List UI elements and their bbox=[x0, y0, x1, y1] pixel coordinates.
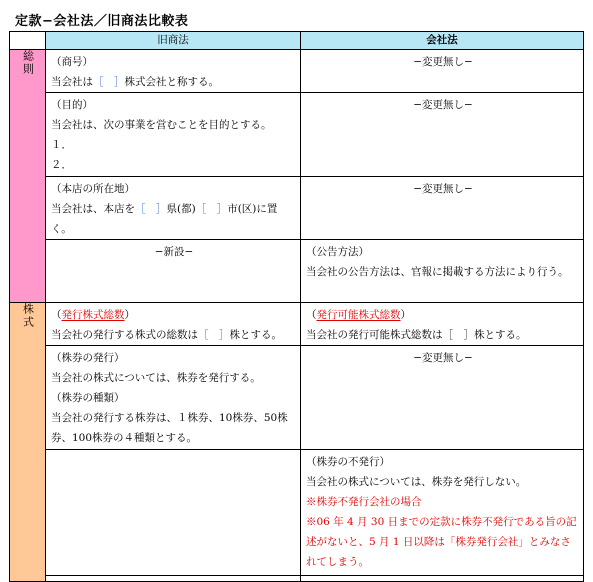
old-total-shares-heading: （発行株式総数） bbox=[51, 309, 135, 321]
blank-bracket: ［ ］ bbox=[93, 76, 125, 88]
new-total-shares-cell bbox=[301, 303, 584, 346]
old-head-office-cell bbox=[46, 177, 301, 240]
page-title: 定款−会社法／旧商法比較表 bbox=[15, 14, 189, 29]
old-trade-name-text: 当会社は［ ］株式会社と称する。 bbox=[51, 76, 219, 88]
row-total-shares bbox=[10, 303, 584, 346]
old-total-shares-text: 当会社の発行する株式の総数は［ ］株とする。 bbox=[51, 329, 282, 341]
new-total-shares-heading: （発行可能株式総数） bbox=[306, 309, 411, 321]
header-old-law: 旧商法 bbox=[46, 32, 301, 50]
row-trade-name bbox=[10, 50, 584, 93]
row-no-certificates bbox=[10, 450, 584, 576]
new-public-notice-text: 当会社の公告方法は、官報に掲載する方法により行う。 bbox=[306, 266, 569, 278]
old-purpose-text: 当会社は、次の事業を営むことを目的とする。 bbox=[51, 119, 272, 131]
new-trade-name-cell bbox=[301, 50, 584, 93]
blank-bracket: ［ ］ bbox=[195, 203, 228, 215]
header-companies-act: 会社法 bbox=[301, 32, 584, 50]
new-certificates-cell bbox=[301, 346, 584, 450]
new-purpose-cell bbox=[301, 93, 584, 177]
purpose-item-1: １． bbox=[51, 139, 72, 151]
old-no-certificates-cell bbox=[46, 450, 301, 576]
new-certificates-text: −変更無し− bbox=[413, 352, 473, 364]
old-purpose-heading: （目的） bbox=[51, 99, 93, 111]
new-no-certificates-heading: （株券の不発行） bbox=[306, 456, 390, 468]
section-general-label: 総則 bbox=[21, 50, 35, 76]
old-certificates-cell bbox=[46, 346, 301, 450]
section-shares bbox=[10, 303, 46, 582]
new-public-notice-cell bbox=[301, 240, 584, 303]
purpose-item-2: ２． bbox=[51, 159, 72, 171]
new-no-certificates-text: 当会社の株式については、株券を発行しない。 bbox=[306, 476, 527, 488]
old-trade-name-cell bbox=[46, 50, 301, 93]
new-trade-name-text: −変更無し− bbox=[413, 56, 473, 68]
section-general bbox=[10, 50, 46, 303]
note-text: ※06 年 4 月 30 日までの定款に株券不発行である旨の記述がないと、5 月 1 日以降は「株券発行会社」とみなされてしまう。 bbox=[306, 516, 577, 568]
row-head-office bbox=[10, 177, 584, 240]
header-blank bbox=[10, 32, 46, 50]
row-certificates bbox=[10, 346, 584, 450]
new-total-shares-text: 当会社の発行可能株式総数は［ ］株とする。 bbox=[306, 329, 527, 341]
new-head-office-text: −変更無し− bbox=[413, 183, 473, 195]
blank-bracket: ［ ］ bbox=[198, 329, 230, 341]
header-row bbox=[10, 32, 584, 50]
new-public-notice-heading: （公告方法） bbox=[306, 246, 369, 258]
old-trade-name-heading: （商号） bbox=[51, 56, 93, 68]
note-heading: ※株券不発行会社の場合 bbox=[306, 496, 422, 508]
new-no-certificates-cell bbox=[301, 450, 584, 576]
new-purpose-text: −変更無し− bbox=[413, 99, 473, 111]
row-public-notice bbox=[10, 240, 584, 303]
blank-bracket: ［ ］ bbox=[135, 203, 167, 215]
old-certificates-text: 当会社の株式については、株券を発行する。 bbox=[51, 372, 261, 384]
old-total-shares-cell bbox=[46, 303, 301, 346]
row-purpose bbox=[10, 93, 584, 177]
old-certificate-types-heading: （株券の種類） bbox=[51, 392, 125, 404]
old-certificate-types-text: 当会社の発行する株券は、１株券、10株券、50株券、100株券の４種類とする。 bbox=[51, 412, 288, 444]
old-head-office-heading: （本店の所在地） bbox=[51, 183, 135, 195]
section-shares-label: 株式 bbox=[21, 303, 35, 329]
comparison-table bbox=[9, 31, 584, 582]
old-purpose-cell bbox=[46, 93, 301, 177]
old-certificates-heading: （株券の発行） bbox=[51, 352, 125, 364]
old-public-notice-text: −新設− bbox=[154, 246, 194, 258]
new-head-office-cell bbox=[301, 177, 584, 240]
old-head-office-text: 当会社は、本店を［ ］県(都)［ ］市(区)に置く。 bbox=[51, 203, 278, 235]
old-public-notice-cell bbox=[46, 240, 301, 303]
